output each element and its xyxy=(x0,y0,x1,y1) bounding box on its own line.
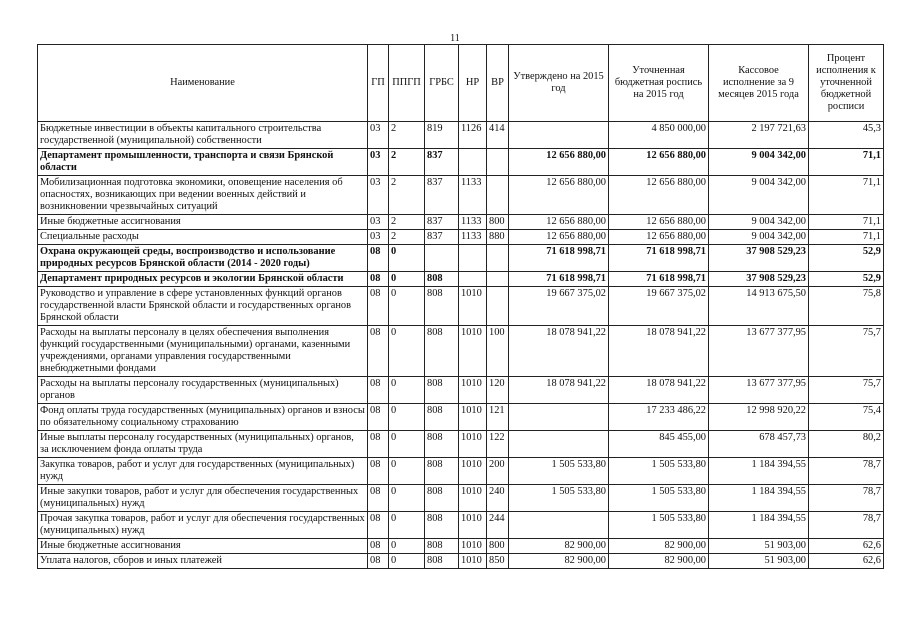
cell-name: Расходы на выплаты персоналу государственных (муниципальных) органов xyxy=(38,377,368,404)
cell-np: 1010 xyxy=(459,404,487,431)
cell-percent: 80,2 xyxy=(809,431,884,458)
cell-cash: 1 184 394,55 xyxy=(709,458,809,485)
cell-gp: 03 xyxy=(368,122,389,149)
cell-refined: 1 505 533,80 xyxy=(609,458,709,485)
cell-gp: 08 xyxy=(368,404,389,431)
table-row xyxy=(38,287,884,326)
cell-name: Мобилизационная подготовка экономики, оповещение населения об опасностях, возникающих при ведении военных действий и возникновении чрезвычайных ситуаций xyxy=(38,176,368,215)
cell-grbs: 808 xyxy=(425,404,459,431)
cell-cash: 12 998 920,22 xyxy=(709,404,809,431)
cell-refined: 12 656 880,00 xyxy=(609,215,709,230)
cell-percent: 52,9 xyxy=(809,245,884,272)
cell-np xyxy=(459,272,487,287)
cell-ppgp: 2 xyxy=(389,122,425,149)
cell-gp: 08 xyxy=(368,512,389,539)
cell-name: Закупка товаров, работ и услуг для государственных (муниципальных) нужд xyxy=(38,458,368,485)
cell-name: Департамент природных ресурсов и экологии Брянской области xyxy=(38,272,368,287)
cell-grbs: 837 xyxy=(425,149,459,176)
cell-name: Охрана окружающей среды, воспроизводство и использование природных ресурсов Брянской области (2014 - 2020 годы) xyxy=(38,245,368,272)
cell-vr: 414 xyxy=(487,122,509,149)
cell-cash: 37 908 529,23 xyxy=(709,272,809,287)
cell-approved: 18 078 941,22 xyxy=(509,326,609,377)
cell-vr xyxy=(487,272,509,287)
cell-vr xyxy=(487,245,509,272)
cell-np xyxy=(459,149,487,176)
cell-refined: 71 618 998,71 xyxy=(609,245,709,272)
cell-grbs: 808 xyxy=(425,377,459,404)
cell-gp: 08 xyxy=(368,485,389,512)
cell-grbs: 837 xyxy=(425,176,459,215)
table-row xyxy=(38,176,884,215)
budget-table xyxy=(37,44,884,569)
cell-ppgp: 0 xyxy=(389,377,425,404)
cell-approved: 82 900,00 xyxy=(509,554,609,569)
cell-grbs: 808 xyxy=(425,512,459,539)
table-row xyxy=(38,485,884,512)
cell-approved xyxy=(509,122,609,149)
cell-grbs: 808 xyxy=(425,539,459,554)
cell-np: 1133 xyxy=(459,230,487,245)
cell-percent: 71,1 xyxy=(809,215,884,230)
cell-refined: 71 618 998,71 xyxy=(609,272,709,287)
cell-percent: 62,6 xyxy=(809,554,884,569)
cell-refined: 1 505 533,80 xyxy=(609,512,709,539)
cell-gp: 08 xyxy=(368,377,389,404)
cell-cash: 678 457,73 xyxy=(709,431,809,458)
cell-ppgp: 0 xyxy=(389,539,425,554)
cell-refined: 1 505 533,80 xyxy=(609,485,709,512)
cell-approved: 1 505 533,80 xyxy=(509,458,609,485)
page-number: 11 xyxy=(450,33,460,44)
cell-refined: 82 900,00 xyxy=(609,539,709,554)
table-header-row xyxy=(38,45,884,122)
cell-name: Иные закупки товаров, работ и услуг для обеспечения государственных (муниципальных) нужд xyxy=(38,485,368,512)
cell-vr: 121 xyxy=(487,404,509,431)
cell-name: Департамент промышленности, транспорта и связи Брянской области xyxy=(38,149,368,176)
cell-np: 1010 xyxy=(459,377,487,404)
cell-cash: 9 004 342,00 xyxy=(709,176,809,215)
cell-name: Фонд оплаты труда государственных (муниципальных) органов и взносы по обязательному социальному страхованию xyxy=(38,404,368,431)
cell-cash: 14 913 675,50 xyxy=(709,287,809,326)
cell-gp: 03 xyxy=(368,176,389,215)
header-grbs: ГРБС xyxy=(425,45,459,122)
cell-grbs: 808 xyxy=(425,431,459,458)
cell-grbs: 837 xyxy=(425,230,459,245)
cell-approved xyxy=(509,431,609,458)
cell-ppgp: 0 xyxy=(389,272,425,287)
cell-refined: 4 850 000,00 xyxy=(609,122,709,149)
cell-approved: 82 900,00 xyxy=(509,539,609,554)
header-gp: ГП xyxy=(368,45,389,122)
cell-approved: 1 505 533,80 xyxy=(509,485,609,512)
cell-ppgp: 0 xyxy=(389,404,425,431)
cell-ppgp: 0 xyxy=(389,485,425,512)
cell-cash: 13 677 377,95 xyxy=(709,326,809,377)
table-row xyxy=(38,272,884,287)
cell-percent: 71,1 xyxy=(809,149,884,176)
cell-refined: 19 667 375,02 xyxy=(609,287,709,326)
cell-name: Руководство и управление в сфере установленных функций органов государственной власти Брянской области и государственных органов Брянской области xyxy=(38,287,368,326)
header-ppgp: ППГП xyxy=(389,45,425,122)
header-refined: Уточненная бюджетная роспись на 2015 год xyxy=(609,45,709,122)
header-percent: Процент исполнения к уточненной бюджетной росписи xyxy=(809,45,884,122)
cell-vr: 800 xyxy=(487,539,509,554)
cell-np xyxy=(459,245,487,272)
cell-gp: 03 xyxy=(368,230,389,245)
cell-ppgp: 0 xyxy=(389,431,425,458)
cell-name: Расходы на выплаты персоналу в целях обеспечения выполнения функций государственными (муниципальными) органами, казенными учреждениями, органами управления государственными внебюджетными фондами xyxy=(38,326,368,377)
header-approved: Утверждено на 2015 год xyxy=(509,45,609,122)
cell-np: 1010 xyxy=(459,458,487,485)
cell-approved: 71 618 998,71 xyxy=(509,272,609,287)
cell-approved xyxy=(509,512,609,539)
cell-percent: 62,6 xyxy=(809,539,884,554)
cell-cash: 13 677 377,95 xyxy=(709,377,809,404)
cell-grbs: 808 xyxy=(425,485,459,512)
cell-grbs: 837 xyxy=(425,215,459,230)
cell-grbs: 819 xyxy=(425,122,459,149)
cell-approved: 71 618 998,71 xyxy=(509,245,609,272)
cell-ppgp: 0 xyxy=(389,512,425,539)
cell-refined: 18 078 941,22 xyxy=(609,326,709,377)
cell-cash: 9 004 342,00 xyxy=(709,149,809,176)
cell-refined: 18 078 941,22 xyxy=(609,377,709,404)
table-row xyxy=(38,404,884,431)
cell-vr: 100 xyxy=(487,326,509,377)
cell-refined: 82 900,00 xyxy=(609,554,709,569)
table-row xyxy=(38,215,884,230)
cell-cash: 2 197 721,63 xyxy=(709,122,809,149)
cell-np: 1010 xyxy=(459,539,487,554)
header-np: НР xyxy=(459,45,487,122)
cell-refined: 845 455,00 xyxy=(609,431,709,458)
cell-approved xyxy=(509,404,609,431)
cell-gp: 08 xyxy=(368,287,389,326)
cell-grbs: 808 xyxy=(425,326,459,377)
table-row xyxy=(38,512,884,539)
cell-gp: 03 xyxy=(368,149,389,176)
cell-grbs: 808 xyxy=(425,458,459,485)
table-row xyxy=(38,554,884,569)
cell-vr xyxy=(487,176,509,215)
cell-percent: 75,7 xyxy=(809,377,884,404)
cell-vr: 240 xyxy=(487,485,509,512)
cell-name: Иные бюджетные ассигнования xyxy=(38,539,368,554)
cell-grbs: 808 xyxy=(425,272,459,287)
cell-cash: 37 908 529,23 xyxy=(709,245,809,272)
cell-ppgp: 0 xyxy=(389,326,425,377)
cell-approved: 12 656 880,00 xyxy=(509,230,609,245)
cell-approved: 12 656 880,00 xyxy=(509,215,609,230)
cell-np: 1010 xyxy=(459,287,487,326)
table-row xyxy=(38,230,884,245)
cell-vr: 120 xyxy=(487,377,509,404)
cell-cash: 1 184 394,55 xyxy=(709,485,809,512)
table-row xyxy=(38,539,884,554)
cell-percent: 78,7 xyxy=(809,485,884,512)
cell-name: Специальные расходы xyxy=(38,230,368,245)
cell-gp: 08 xyxy=(368,539,389,554)
cell-approved: 19 667 375,02 xyxy=(509,287,609,326)
cell-percent: 45,3 xyxy=(809,122,884,149)
cell-ppgp: 2 xyxy=(389,215,425,230)
cell-vr: 122 xyxy=(487,431,509,458)
cell-percent: 71,1 xyxy=(809,230,884,245)
table-row xyxy=(38,245,884,272)
cell-name: Прочая закупка товаров, работ и услуг для обеспечения государственных (муниципальных) нужд xyxy=(38,512,368,539)
cell-gp: 08 xyxy=(368,458,389,485)
cell-name: Иные выплаты персоналу государственных (муниципальных) органов, за исключением фонда оплаты труда xyxy=(38,431,368,458)
cell-vr: 244 xyxy=(487,512,509,539)
cell-vr: 800 xyxy=(487,215,509,230)
cell-name: Уплата налогов, сборов и иных платежей xyxy=(38,554,368,569)
cell-approved: 12 656 880,00 xyxy=(509,149,609,176)
cell-np: 1126 xyxy=(459,122,487,149)
cell-percent: 78,7 xyxy=(809,512,884,539)
table-row xyxy=(38,431,884,458)
cell-gp: 08 xyxy=(368,554,389,569)
cell-percent: 75,8 xyxy=(809,287,884,326)
cell-vr: 200 xyxy=(487,458,509,485)
cell-ppgp: 0 xyxy=(389,287,425,326)
cell-refined: 17 233 486,22 xyxy=(609,404,709,431)
cell-ppgp: 0 xyxy=(389,458,425,485)
cell-refined: 12 656 880,00 xyxy=(609,230,709,245)
cell-percent: 71,1 xyxy=(809,176,884,215)
cell-ppgp: 0 xyxy=(389,245,425,272)
cell-cash: 9 004 342,00 xyxy=(709,230,809,245)
cell-grbs: 808 xyxy=(425,287,459,326)
header-vr: ВР xyxy=(487,45,509,122)
cell-gp: 08 xyxy=(368,245,389,272)
cell-ppgp: 2 xyxy=(389,176,425,215)
cell-np: 1010 xyxy=(459,554,487,569)
header-name: Наименование xyxy=(38,45,368,122)
cell-np: 1010 xyxy=(459,485,487,512)
cell-np: 1133 xyxy=(459,215,487,230)
table-row xyxy=(38,458,884,485)
cell-percent: 78,7 xyxy=(809,458,884,485)
cell-vr: 880 xyxy=(487,230,509,245)
cell-percent: 52,9 xyxy=(809,272,884,287)
cell-cash: 1 184 394,55 xyxy=(709,512,809,539)
cell-cash: 9 004 342,00 xyxy=(709,215,809,230)
cell-cash: 51 903,00 xyxy=(709,554,809,569)
cell-vr: 850 xyxy=(487,554,509,569)
table-row xyxy=(38,326,884,377)
cell-name: Иные бюджетные ассигнования xyxy=(38,215,368,230)
cell-gp: 08 xyxy=(368,272,389,287)
cell-np: 1010 xyxy=(459,512,487,539)
cell-np: 1010 xyxy=(459,326,487,377)
table-row xyxy=(38,122,884,149)
table-row xyxy=(38,149,884,176)
cell-refined: 12 656 880,00 xyxy=(609,149,709,176)
cell-approved: 18 078 941,22 xyxy=(509,377,609,404)
cell-ppgp: 2 xyxy=(389,230,425,245)
cell-cash: 51 903,00 xyxy=(709,539,809,554)
cell-percent: 75,7 xyxy=(809,326,884,377)
cell-gp: 03 xyxy=(368,215,389,230)
cell-grbs xyxy=(425,245,459,272)
cell-name: Бюджетные инвестиции в объекты капитального строительства государственной (муниципальной) собственности xyxy=(38,122,368,149)
cell-vr xyxy=(487,149,509,176)
cell-np: 1010 xyxy=(459,431,487,458)
cell-ppgp: 0 xyxy=(389,554,425,569)
header-cash: Кассовое исполнение за 9 месяцев 2015 года xyxy=(709,45,809,122)
cell-gp: 08 xyxy=(368,431,389,458)
cell-vr xyxy=(487,287,509,326)
cell-grbs: 808 xyxy=(425,554,459,569)
table-row xyxy=(38,377,884,404)
cell-ppgp: 2 xyxy=(389,149,425,176)
cell-percent: 75,4 xyxy=(809,404,884,431)
cell-np: 1133 xyxy=(459,176,487,215)
cell-approved: 12 656 880,00 xyxy=(509,176,609,215)
cell-gp: 08 xyxy=(368,326,389,377)
cell-refined: 12 656 880,00 xyxy=(609,176,709,215)
